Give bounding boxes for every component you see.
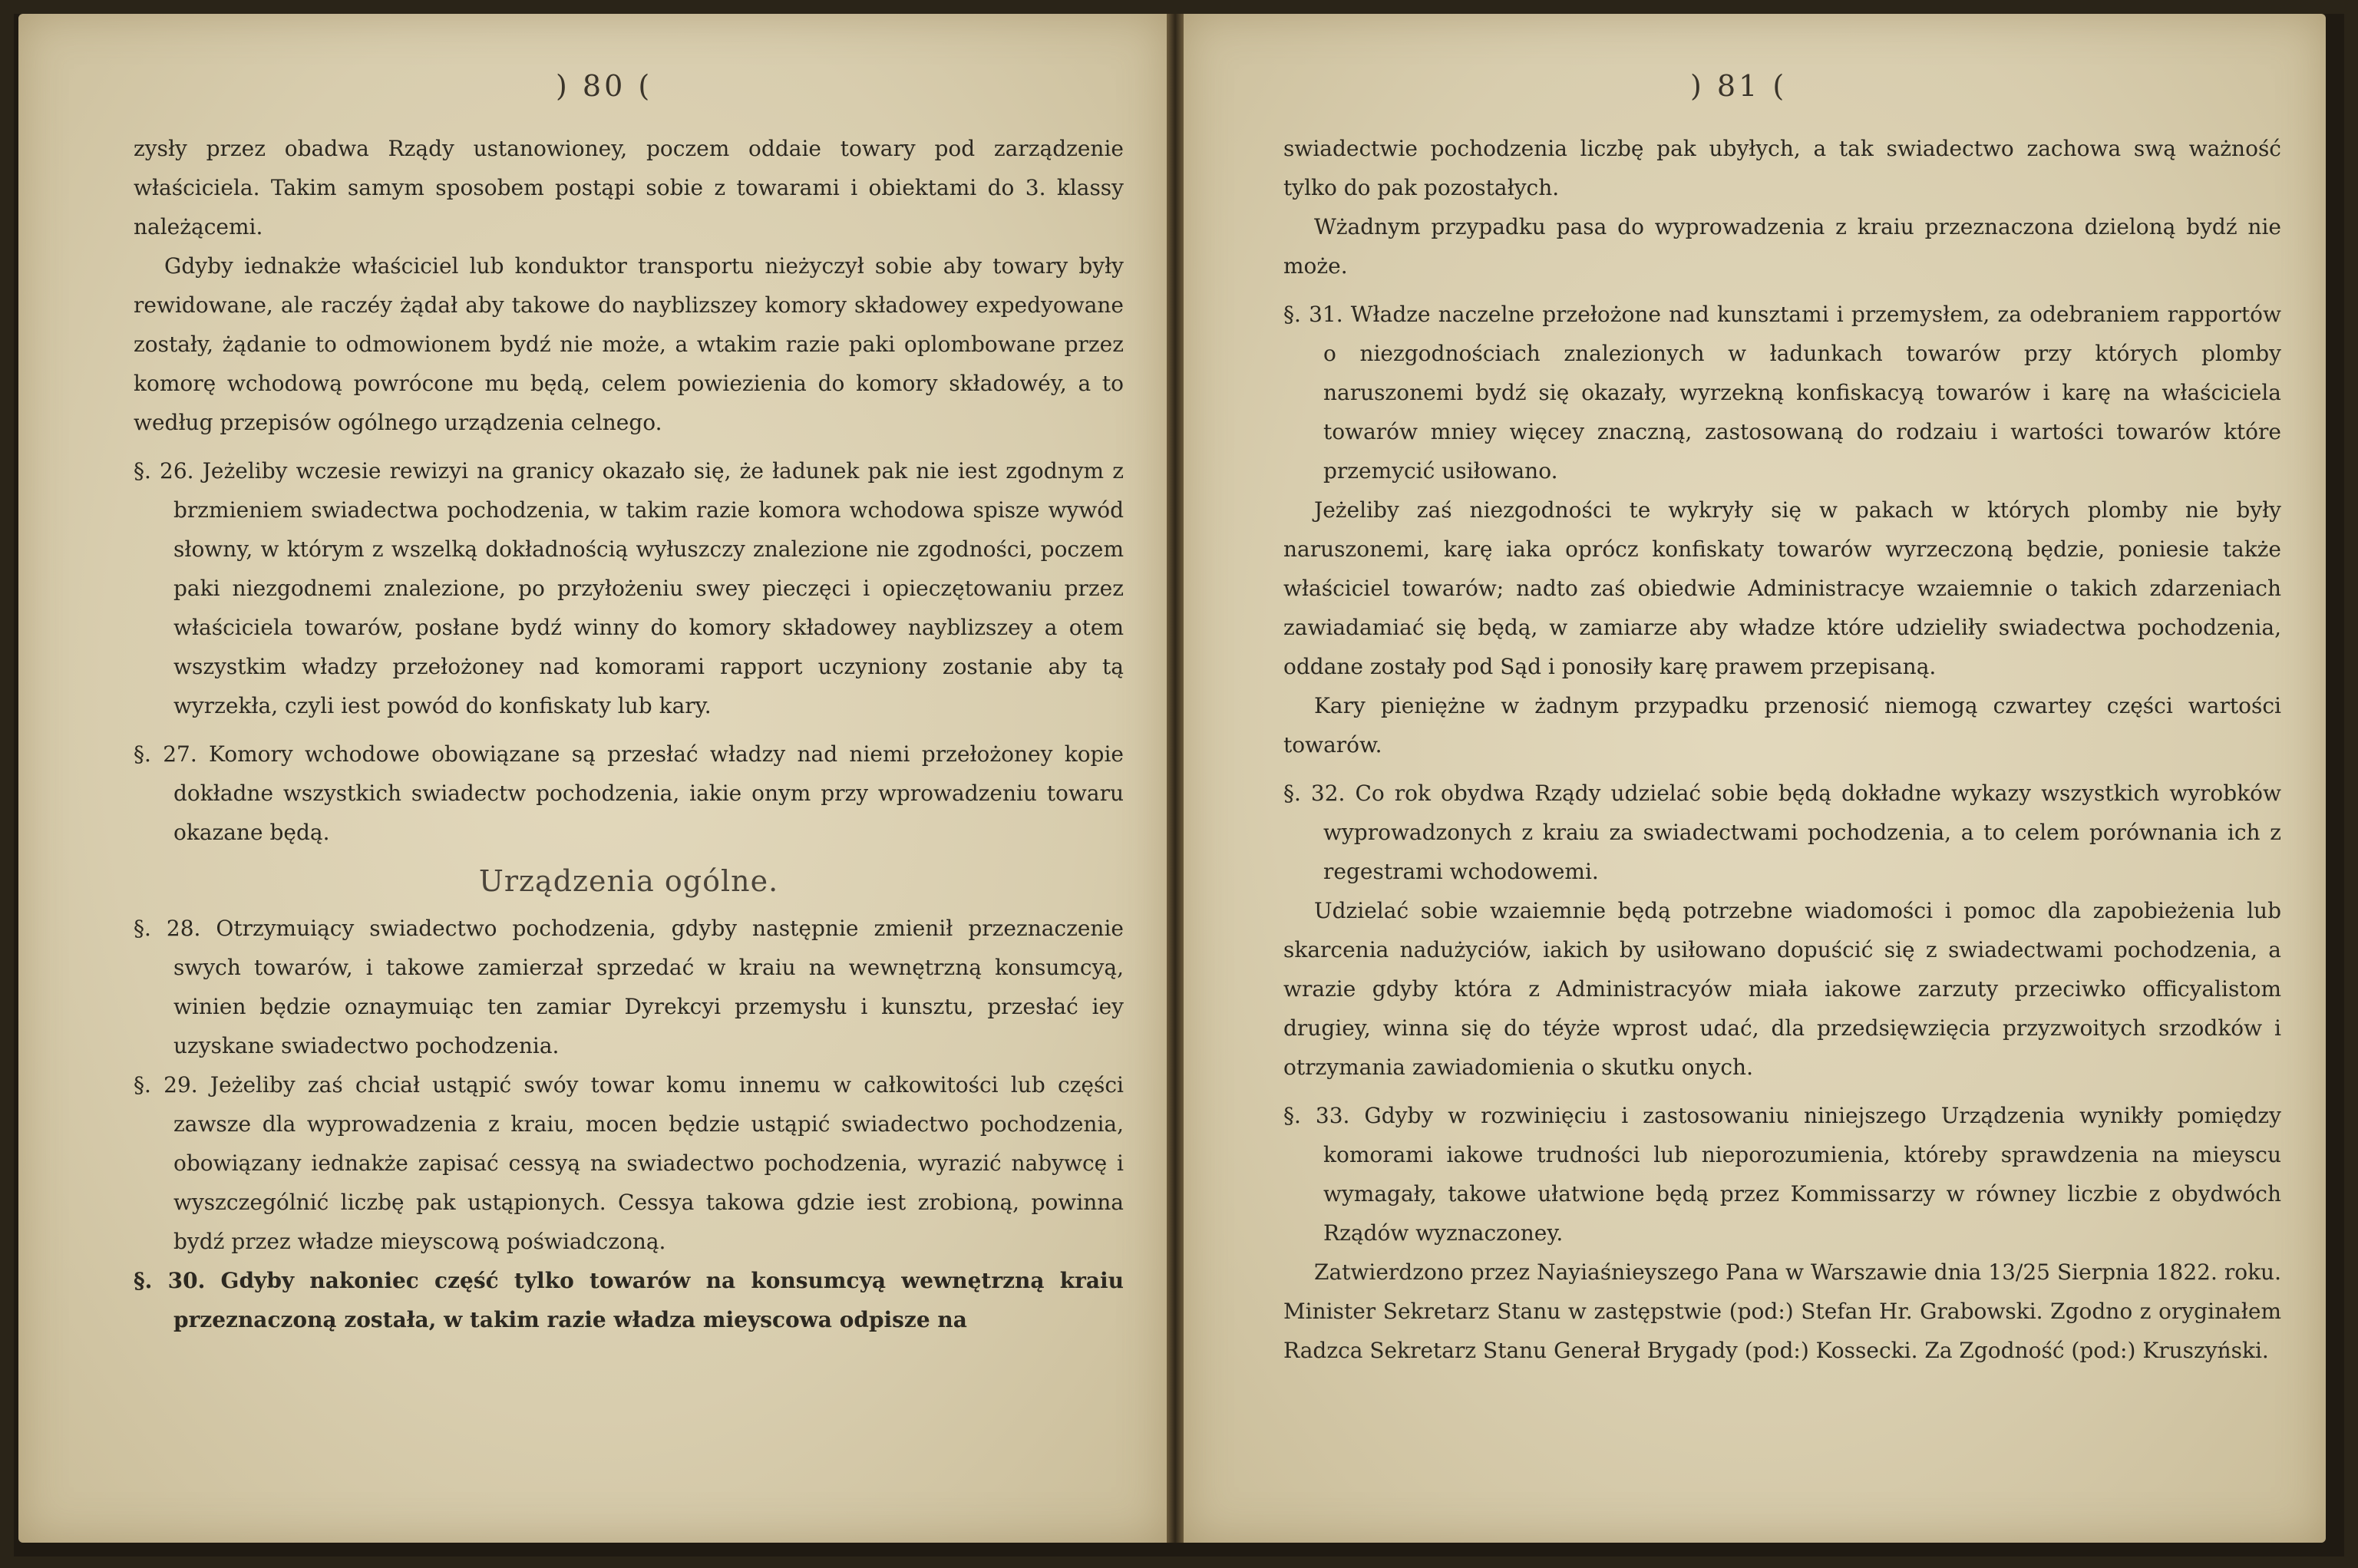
paragraph: swiadectwie pochodzenia liczbę pak ubyłych, a tak swiadectwo zachowa swą ważność tylko do pak pozostałych. [1283, 136, 2281, 200]
section-28: §. 28. Otrzymuiący swiadectwo pochodzenia, gdyby następnie zmienił przeznaczenie swych towarów, i takowe zamierzał sprzedać w kraiu na wewnętrzną konsumcyą, winien będzie oznaymuiąc ten zamiar Dyrekcyi przemysłu i kunsztu, przesłać iey uzyskane swiadectwo pochodzenia. [134, 916, 1124, 1058]
paragraph: Kary pieniężne w żadnym przypadku przenosić niemogą czwartey części wartości towarów. [1283, 693, 2281, 758]
paragraph: Gdyby iednakże właściciel lub konduktor transportu nieżyczył sobie aby towary były rewidowane, ale raczéy żądał aby takowe do nayblizszey komory składowey expedyowane zostały, żądanie to odmowionem bydź nie może, a wtakim razie paki oplombowane przez komorę wchodową powrócone mu będą, celem powiezienia do komory składowéy, a to według przepisów ogólnego urządzenia celnego. [134, 253, 1124, 435]
page-text [134, 129, 1124, 1339]
section-33: §. 33. Gdyby w rozwinięciu i zastosowaniu niniejszego Urządzenia wynikły pomiędzy komorami iakowe trudności lub nieporozumienia, któreby sprawdzenia na mieyscu wymagały, takowe ułatwione będą przez Kommissarzy w równey liczbie z obydwóch Rządów wyznaczoney. [1283, 1103, 2281, 1246]
signature-block [1283, 1253, 2281, 1370]
paragraph: Wżadnym przypadku pasa do wyprowadzenia z kraiu przeznaczona dzieloną bydź nie może. [1283, 214, 2281, 279]
page-number: ) 81 ( [1690, 69, 1788, 103]
page-number: ) 80 ( [556, 69, 653, 103]
section-30: §. 30. Gdyby nakoniec część tylko towarów na konsumcyą wewnętrzną kraiu przeznaczoną została, w takim razie władza mieyscowa odpisze na [134, 1268, 1124, 1332]
section-26: §. 26. Jeżeliby wczesie rewizyi na granicy okazało się, że ładunek pak nie iest zgodnym z brzmieniem swiadectwa pochodzenia, w takim razie komora wchodowa spisze wywód słowny, w którym z wszelką dokładnością wyłuszczy znalezione nie zgodności, poczem paki niezgodnemi znalezione, po przyłożeniu swey pieczęci i opieczętowaniu przez właściciela towarów, posłane bydź winny do komory składowey nayblizszey a otem wszystkim władzy przełożoney nad komorami rapport uczyniony zostanie aby tą wyrzekła, czyli iest powód do konfiskaty lub kary. [134, 458, 1124, 718]
book-gutter [1167, 14, 1184, 1543]
paragraph: Udzielać sobie wzaiemnie będą potrzebne wiadomości i pomoc dla zapobieżenia lub skarcenia nadużyciów, iakich by usiłowano dopuścić się z swiadectwami pochodzenia, a wrazie gdyby która z Administracyów miała iakowe zarzuty przeciwko officyalistom drugiey, winna się do téyże wprost udać, dla przedsięwzięcia przyzwoitych srzodków i otrzymania zawiadomienia o skutku onych. [1283, 898, 2281, 1080]
right-page [1184, 14, 2326, 1543]
paragraph: Jeżeliby zaś niezgodności te wykryły się w pakach w których plomby nie były naruszonemi, karę iaka oprócz konfiskaty towarów wyrzeczoną będzie, poniesie także właściciel towarów; nadto zaś obiedwie Administracye wzaiemnie o takich zdarzeniach zawiadamiać się będą, w zamiarze aby władze które udzieliły swiadectwa pochodzenia, oddane zostały pod Sąd i ponosiły karę prawem przepisaną. [1283, 497, 2281, 679]
signature-text: Zatwierdzono przez Nayiaśnieyszego Pana w Warszawie dnia 13/25 Sierpnia 1822. roku. Minister Sekretarz Stanu w zastępstwie (pod:) Stefan Hr. Grabowski. Zgodno z oryginałem Radzca Sekretarz Stanu Generał Brygady (pod:) Kossecki. Za Zgodność (pod:) Kruszyński. [1283, 1259, 2281, 1363]
section-27: §. 27. Komory wchodowe obowiązane są przesłać władzy nad niemi przełożoney kopie dokładne wszystkich swiadectw pochodzenia, iakie onym przy wprowadzeniu towaru okazane będą. [134, 741, 1124, 845]
section-31: §. 31. Władze naczelne przełożone nad kunsztami i przemysłem, za odebraniem rapportów o niezgodnościach znalezionych w ładunkach towarów przy których plomby naruszonemi bydź się okazały, wyrzekną konfiskacyą towarów i karę na właściciela towarów mniey więcey znaczną, zastosowaną do rodzaiu i wartości towarów które przemycić usiłowano. [1283, 302, 2281, 484]
section-32: §. 32. Co rok obydwa Rządy udzielać sobie będą dokładne wykazy wszystkich wyrobków wyprowadzonych z kraiu za swiadectwami pochodzenia, a to celem porównania ich z regestrami wchodowemi. [1283, 781, 2281, 884]
paragraph: zysły przez obadwa Rządy ustanowioney, poczem oddaie towary pod zarządzenie właściciela. Takim samym sposobem postąpi sobie z towarami i obiektami do 3. klassy należącemi. [134, 136, 1124, 239]
section-heading: Urządzenia ogólne. [478, 864, 779, 898]
page-text [1283, 129, 2281, 1370]
section-29: §. 29. Jeżeliby zaś chciał ustąpić swóy towar komu innemu w całkowitości lub części zawsze dla wyprowadzenia z kraiu, mocen będzie ustąpić swiadectwo pochodzenia, obowiązany iednakże zapisać cessyą na swiadectwo pochodzenia, wyrazić nabywcę i wyszczególnić liczbę pak ustąpionych. Cessya takowa gdzie iest zrobioną, powinna bydź przez władze mieyscową poświadczoną. [134, 1072, 1124, 1254]
left-page [18, 14, 1167, 1543]
